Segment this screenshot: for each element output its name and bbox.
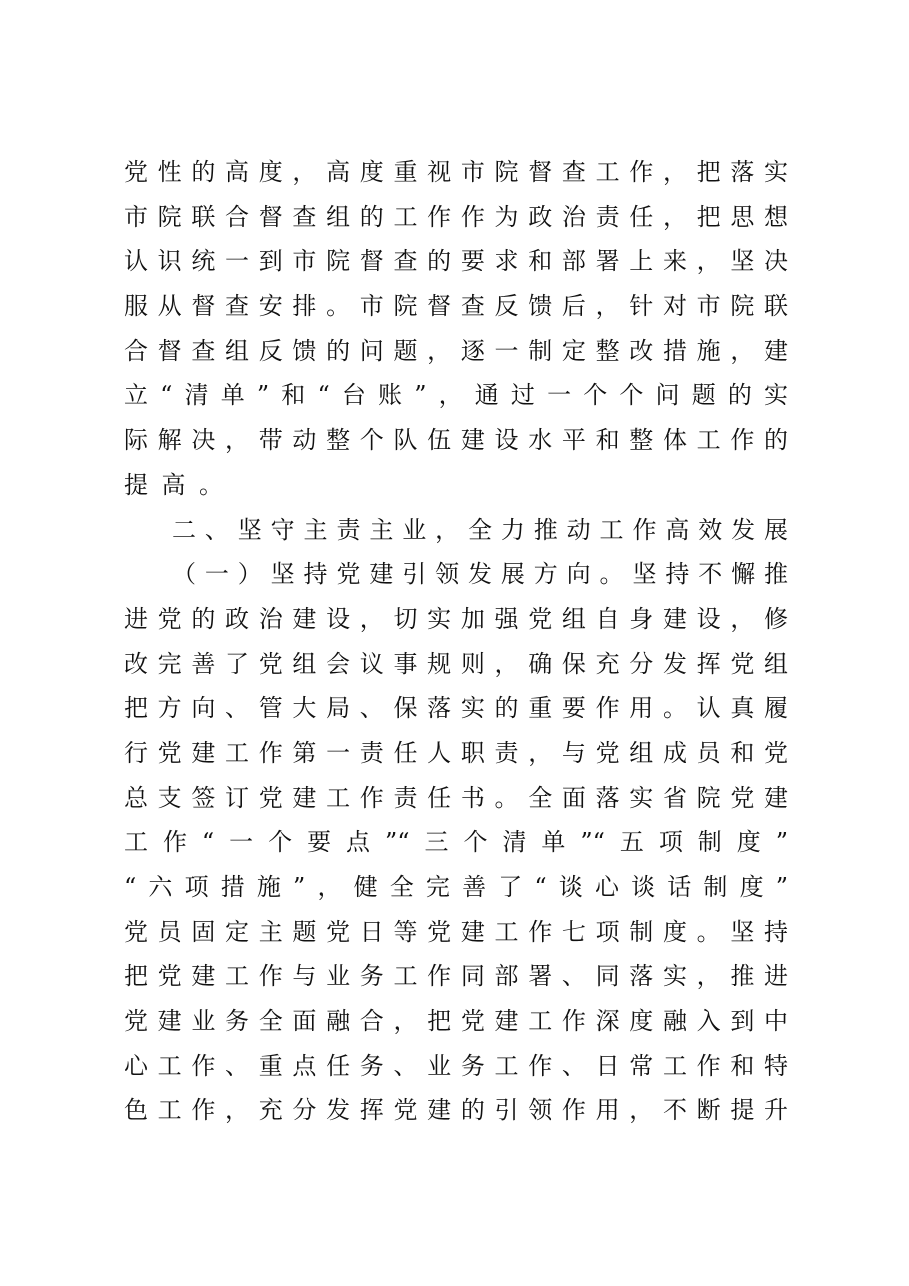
paragraph-line: 二、坚守主责主业，全力推动工作高效发展 <box>172 515 788 544</box>
paragraph-line: 把方向、管大局、保落实的重要作用。认真履 <box>124 694 788 723</box>
paragraph-line: 改完善了党组会议事规则，确保充分发挥党组 <box>124 649 788 678</box>
paragraph-line: 色工作，充分发挥党建的引领作用，不断提升 <box>124 1096 788 1125</box>
paragraph-line: 心工作、重点任务、业务工作、日常工作和特 <box>124 1051 788 1080</box>
document-body <box>124 150 788 1133</box>
paragraph-line: （一）坚持党建引领发展方向。坚持不懈推 <box>172 560 788 589</box>
paragraph-line: 把党建工作与业务工作同部署、同落实，推进 <box>124 962 788 991</box>
paragraph-line: 党员固定主题党日等党建工作七项制度。坚持 <box>124 917 788 946</box>
paragraph-line: 立“清单”和“台账”，通过一个个问题的实 <box>124 381 788 410</box>
paragraph-line: 服从督查安排。市院督查反馈后，针对市院联 <box>124 292 788 321</box>
paragraph-line: 党性的高度，高度重视市院督查工作，把落实 <box>124 158 788 186</box>
paragraph-line: 行党建工作第一责任人职责，与党组成员和党 <box>124 738 788 767</box>
paragraph-line: 总支签订党建工作责任书。全面落实省院党建 <box>124 783 788 812</box>
paragraph-line: 际解决，带动整个队伍建设水平和整体工作的 <box>124 426 788 455</box>
paragraph-line: 认识统一到市院督查的要求和部署上来，坚决 <box>124 247 788 276</box>
paragraph-line: “六项措施”，健全完善了“谈心谈话制度” <box>124 873 788 901</box>
paragraph-line: 党建业务全面融合，把党建工作深度融入到中 <box>124 1007 788 1036</box>
paragraph-line: 提高。 <box>124 470 237 499</box>
paragraph-line: 合督查组反馈的问题，逐一制定整改措施，建 <box>124 336 788 365</box>
paragraph-line: 市院联合督查组的工作作为政治责任，把思想 <box>124 202 788 231</box>
paragraph-line: 工作“一个要点”“三个清单”“五项制度” <box>124 828 788 857</box>
paragraph-line: 进党的政治建设，切实加强党组自身建设，修 <box>124 604 788 633</box>
